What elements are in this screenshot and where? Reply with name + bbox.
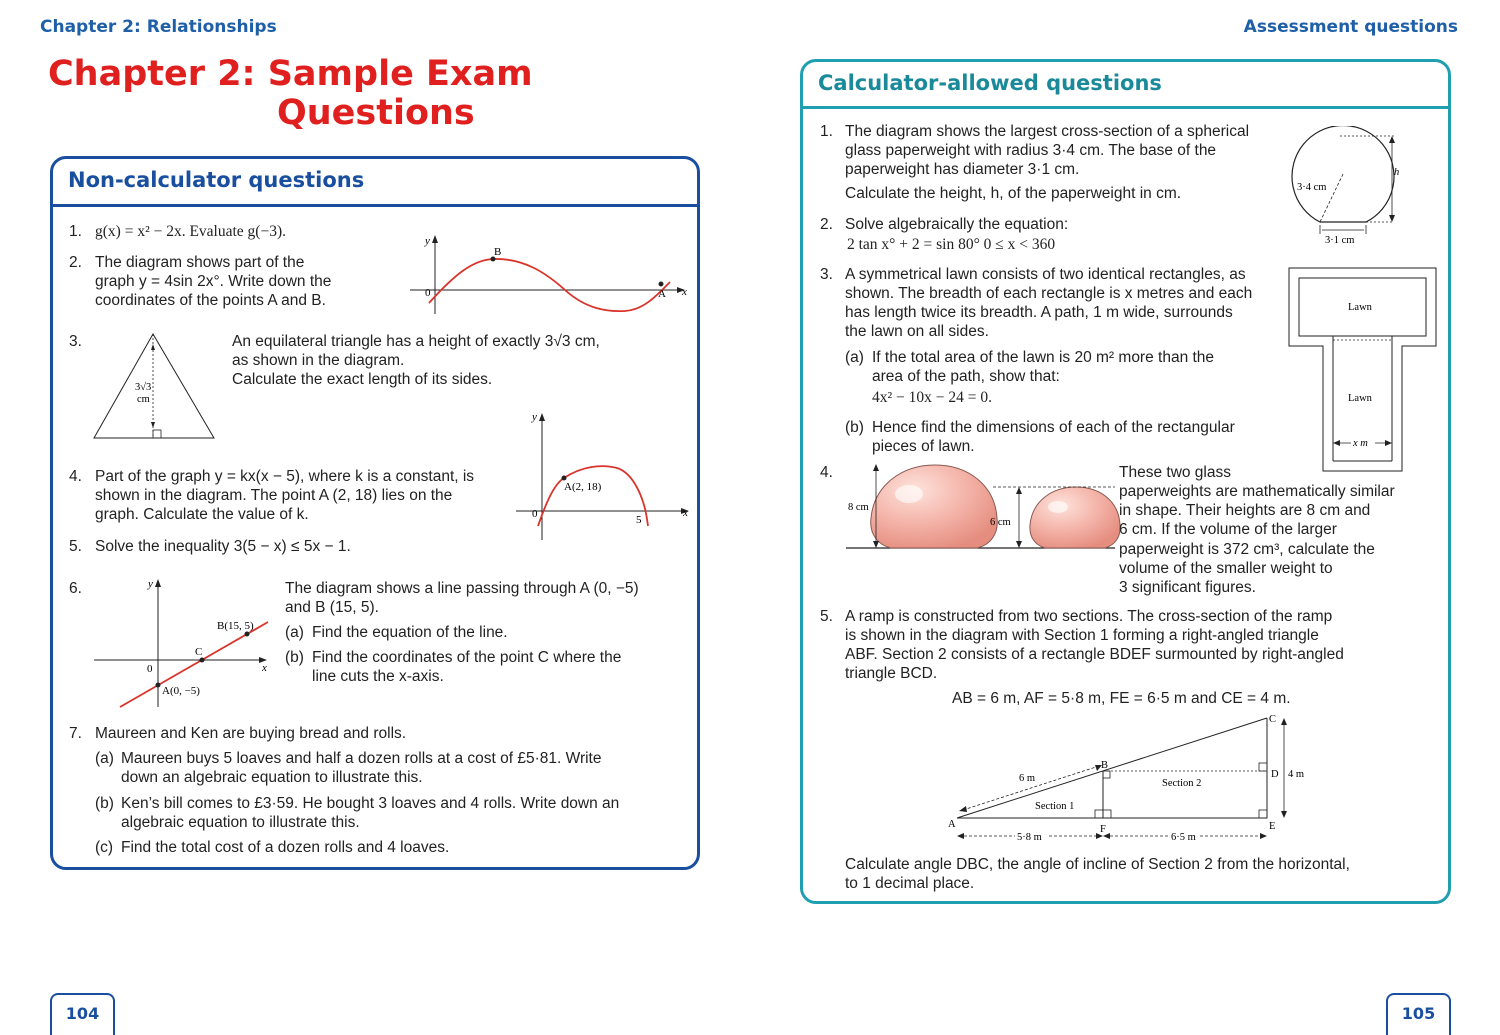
- c-q5-label-ab: 6 m: [1019, 773, 1036, 784]
- q2-point-a: [659, 282, 664, 287]
- q4-line2: shown in the diagram. The point A (2, 18) lies on the: [95, 487, 453, 504]
- running-header-right: Assessment questions: [1243, 17, 1458, 37]
- heading-rule-right: [802, 106, 1449, 109]
- q2-x-label: x: [682, 286, 687, 298]
- q3-line3: Calculate the exact length of its sides.: [232, 371, 493, 388]
- q4-origin: 0: [532, 508, 538, 520]
- chapter-title-line2: Questions: [277, 93, 475, 133]
- q6-a-label: (a): [285, 624, 304, 641]
- q2-number: 2.: [69, 254, 82, 271]
- c-q5-section2: Section 2: [1162, 778, 1202, 789]
- q7-b-line1: Ken’s bill comes to £3·59. He bought 3 loaves and 4 rolls. Write down an: [121, 795, 620, 812]
- c-q5-number: 5.: [820, 608, 833, 625]
- c-q3-line3: has length twice its breadth. A path, 1 m wide, surrounds: [845, 304, 1233, 321]
- q6-b-line2: line cuts the x-axis.: [312, 668, 444, 685]
- c-q4-small-highlight: [1048, 501, 1068, 513]
- c-q1-line4: Calculate the height, h, of the paperweight in cm.: [845, 185, 1182, 202]
- c-q3-b-line1: Hence find the dimensions of each of the rectangular: [872, 419, 1235, 436]
- c-q4-small-weight: [1030, 487, 1120, 548]
- c-q5-line6: to 1 decimal place.: [845, 875, 975, 892]
- c-q5-af-arrow-a: [957, 833, 964, 839]
- c-q1-sphere-figure: [1282, 126, 1412, 250]
- non-calculator-heading: Non-calculator questions: [68, 168, 365, 192]
- q3-height-label: 3√3: [135, 382, 152, 393]
- q4-number: 4.: [69, 468, 82, 485]
- heading-rule-left: [52, 204, 698, 207]
- c-q5-label-af: 5·8 m: [1017, 832, 1042, 843]
- c-q3-xm-arrow-left: [1333, 440, 1340, 446]
- c-q3-lawn-figure: [1285, 264, 1440, 476]
- c-q4-large-label: 8 cm: [848, 502, 869, 513]
- q4-parabola-graph: [512, 408, 697, 543]
- c-q5-section1: Section 1: [1035, 801, 1075, 812]
- c-q4-small-label: 6 cm: [990, 517, 1011, 528]
- c-q5-fe-arrow-e: [1260, 833, 1267, 839]
- c-q5-right-angle-f2: [1095, 810, 1103, 818]
- q3-arrow-bottom: [151, 422, 155, 428]
- c-q3-lawn1-label: Lawn: [1348, 302, 1372, 313]
- c-q2-line1: Solve algebraically the equation:: [845, 216, 1069, 233]
- q3-right-angle: [153, 430, 161, 438]
- c-q5-line4: triangle BCD.: [845, 665, 938, 682]
- c-q3-xm-label: x m: [1353, 438, 1368, 449]
- c-q1-radius-label: 3·4 cm: [1297, 182, 1327, 193]
- q7-a-line1: Maureen buys 5 loaves and half a dozen rolls at a cost of £5·81. Write: [121, 750, 602, 767]
- c-q5-line1: A ramp is constructed from two sections. The cross-section of the ramp: [845, 608, 1333, 625]
- c-q1-line1: The diagram shows the largest cross-section of a spherical: [845, 123, 1250, 140]
- c-q2-line2: 2 tan x° + 2 = sin 80° 0 ≤ x < 360: [847, 236, 1056, 253]
- c-q5-hypotenuse: [957, 718, 1267, 818]
- c-q3-xm-arrow-right: [1385, 440, 1392, 446]
- q4-line1: Part of the graph y = kx(x − 5), where k is a constant, is: [95, 468, 475, 485]
- page-number-left: 104: [50, 993, 115, 1035]
- c-q3-b-line2: pieces of lawn.: [872, 438, 975, 455]
- c-q1-diameter-label: 3·1 cm: [1325, 235, 1355, 246]
- q2-line2: graph y = 4sin 2x°. Write down the: [95, 273, 332, 290]
- c-q5-right-angle-f: [1103, 810, 1111, 818]
- c-q1-h-arrow-top: [1389, 136, 1395, 143]
- c-q5-right-angle-d: [1259, 763, 1267, 771]
- c-q4-line1: These two glass: [1119, 464, 1231, 481]
- c-q3-a-line3: 4x² − 10x − 24 = 0.: [872, 389, 992, 406]
- q7-c-text: Find the total cost of a dozen rolls and 4 loaves.: [121, 839, 450, 856]
- c-q4-large-arrow-bottom: [873, 541, 879, 548]
- c-q4-line5: paperweight is 372 cm³, calculate the: [1119, 541, 1375, 558]
- q4-x-label: x: [683, 507, 688, 519]
- q7-a-label: (a): [95, 750, 114, 767]
- q6-y-label: y: [148, 578, 153, 590]
- c-q3-a-line2: area of the path, show that:: [872, 368, 1060, 385]
- q6-x-label: x: [262, 662, 267, 674]
- c-q3-a-line1: If the total area of the lawn is 20 m² more than the: [872, 349, 1215, 366]
- q6-point-b: [245, 632, 250, 637]
- q5-number: 5.: [69, 538, 82, 555]
- c-q4-line7: 3 significant figures.: [1119, 579, 1256, 596]
- c-q4-line3: in shape. Their heights are 8 cm and: [1119, 502, 1371, 519]
- q4-point-a: [562, 476, 567, 481]
- c-q5-ce-arrow-c: [1281, 718, 1287, 725]
- q3-triangle-figure: [90, 330, 220, 442]
- q3-height-unit: cm: [137, 394, 150, 405]
- c-q5-line5: Calculate angle DBC, the angle of incline of Section 2 from the horizontal,: [845, 856, 1350, 873]
- c-q3-line4: the lawn on all sides.: [845, 323, 989, 340]
- q6-c-label: C: [195, 646, 203, 658]
- running-header-left: Chapter 2: Relationships: [40, 17, 277, 37]
- c-q1-number: 1.: [820, 123, 833, 140]
- c-q4-line6: volume of the smaller weight to: [1119, 560, 1333, 577]
- c-q1-h-label: h: [1394, 167, 1400, 178]
- q6-line1: The diagram shows a line passing through A (0, −5): [285, 580, 639, 597]
- c-q4-large-weight: [871, 465, 998, 548]
- calculator-heading: Calculator-allowed questions: [818, 71, 1162, 95]
- c-q5-label-ce: 4 m: [1288, 769, 1305, 780]
- q6-a-label: A(0, −5): [162, 685, 200, 697]
- q6-y-arrow: [155, 579, 161, 587]
- q5-text: Solve the inequality 3(5 − x) ≤ 5x − 1.: [95, 538, 351, 555]
- c-q4-line4: 6 cm. If the volume of the larger: [1119, 521, 1337, 538]
- c-q5-ab-arrow-a: [959, 806, 967, 812]
- q3-line2: as shown in the diagram.: [232, 352, 405, 369]
- q6-b-label: (b): [285, 649, 304, 666]
- q4-point-label: A(2, 18): [564, 481, 602, 493]
- c-q5-label-a: A: [948, 819, 956, 830]
- chapter-title-line1: Chapter 2: Sample Exam: [48, 54, 533, 94]
- q2-a-label: A: [658, 288, 666, 300]
- q4-parabola-curve: [538, 466, 648, 526]
- c-q5-label-e: E: [1269, 821, 1276, 832]
- q2-origin: 0: [425, 287, 431, 299]
- q4-y-arrow: [539, 413, 545, 421]
- q6-b-line1: Find the coordinates of the point C where the: [312, 649, 622, 666]
- c-q5-line2: is shown in the diagram with Section 1 forming a right-angled triangle: [845, 627, 1319, 644]
- q2-y-arrow: [432, 235, 438, 243]
- c-q5-label-fe: 6·5 m: [1171, 832, 1196, 843]
- q6-number: 6.: [69, 580, 82, 597]
- q2-b-label: B: [494, 246, 502, 258]
- c-q3-a-label: (a): [845, 349, 864, 366]
- c-q5-line3: ABF. Section 2 consists of a rectangle BDEF surmounted by right-angled: [845, 646, 1344, 663]
- q6-point-a: [156, 683, 161, 688]
- q6-line-graph: [90, 575, 275, 710]
- q2-sine-curve: [429, 259, 670, 311]
- c-q1-line2: glass paperweight with radius 3·4 cm. The base of the: [845, 142, 1217, 159]
- c-q5-ramp-figure: [945, 710, 1305, 850]
- q7-a-line2: down an algebraic equation to illustrate this.: [121, 769, 423, 786]
- c-q4-line2: paperweights are mathematically similar: [1119, 483, 1395, 500]
- q7-number: 7.: [69, 725, 82, 742]
- q3-arrow-top: [151, 344, 155, 350]
- c-q5-label-c: C: [1269, 714, 1277, 725]
- q2-line3: coordinates of the points A and B.: [95, 292, 326, 309]
- q2-line1: The diagram shows part of the: [95, 254, 305, 271]
- c-q2-number: 2.: [820, 216, 833, 233]
- c-q5-label-b: B: [1101, 760, 1109, 771]
- c-q3-number: 3.: [820, 266, 833, 283]
- c-q4-large-arrow-top: [873, 464, 879, 471]
- q3-line1: An equilateral triangle has a height of exactly 3√3 cm,: [232, 333, 600, 350]
- c-q5-label-f: F: [1100, 824, 1106, 835]
- q7-line1: Maureen and Ken are buying bread and rolls.: [95, 725, 407, 742]
- q3-number: 3.: [69, 333, 82, 350]
- page-number-right: 105: [1386, 993, 1451, 1035]
- q2-sine-graph: [405, 232, 695, 317]
- c-q5-right-angle-b: [1103, 771, 1110, 778]
- q2-y-label: y: [425, 235, 430, 247]
- c-q1-line3: paperweight has diameter 3·1 cm.: [845, 161, 1080, 178]
- c-q5-right-angle-e: [1259, 810, 1267, 818]
- q4-y-label: y: [532, 411, 537, 423]
- q7-c-label: (c): [95, 839, 114, 856]
- q6-point-c: [200, 658, 205, 663]
- q1-number: 1.: [69, 223, 82, 240]
- c-q3-b-label: (b): [845, 419, 864, 436]
- c-q5-given: AB = 6 m, AF = 5·8 m, FE = 6·5 m and CE = 4 m.: [952, 690, 1291, 707]
- q1-text: g(x) = x² − 2x. Evaluate g(−3).: [95, 223, 286, 240]
- q4-line3: graph. Calculate the value of k.: [95, 506, 309, 523]
- c-q3-lawn2-label: Lawn: [1348, 393, 1372, 404]
- c-q3-line1: A symmetrical lawn consists of two identical rectangles, as: [845, 266, 1246, 283]
- c-q3-line2: shown. The breadth of each rectangle is x metres and each: [845, 285, 1253, 302]
- q4-five-label: 5: [636, 514, 642, 526]
- c-q5-ce-arrow-e: [1281, 811, 1287, 818]
- q6-origin: 0: [147, 663, 153, 675]
- c-q4-number: 4.: [820, 464, 833, 481]
- q6-b-label: B(15, 5): [217, 620, 254, 632]
- c-q4-small-arrow-top: [1016, 487, 1022, 494]
- c-q4-large-highlight: [895, 485, 923, 503]
- q6-a-text: Find the equation of the line.: [312, 624, 508, 641]
- c-q4-paperweights-figure: [843, 460, 1123, 555]
- q7-b-label: (b): [95, 795, 114, 812]
- q7-b-line2: algebraic equation to illustrate this.: [121, 814, 360, 831]
- c-q4-small-arrow-bottom: [1016, 541, 1022, 548]
- c-q5-label-d: D: [1271, 769, 1279, 780]
- c-q1-h-arrow-bottom: [1389, 215, 1395, 222]
- q6-line2: and B (15, 5).: [285, 599, 379, 616]
